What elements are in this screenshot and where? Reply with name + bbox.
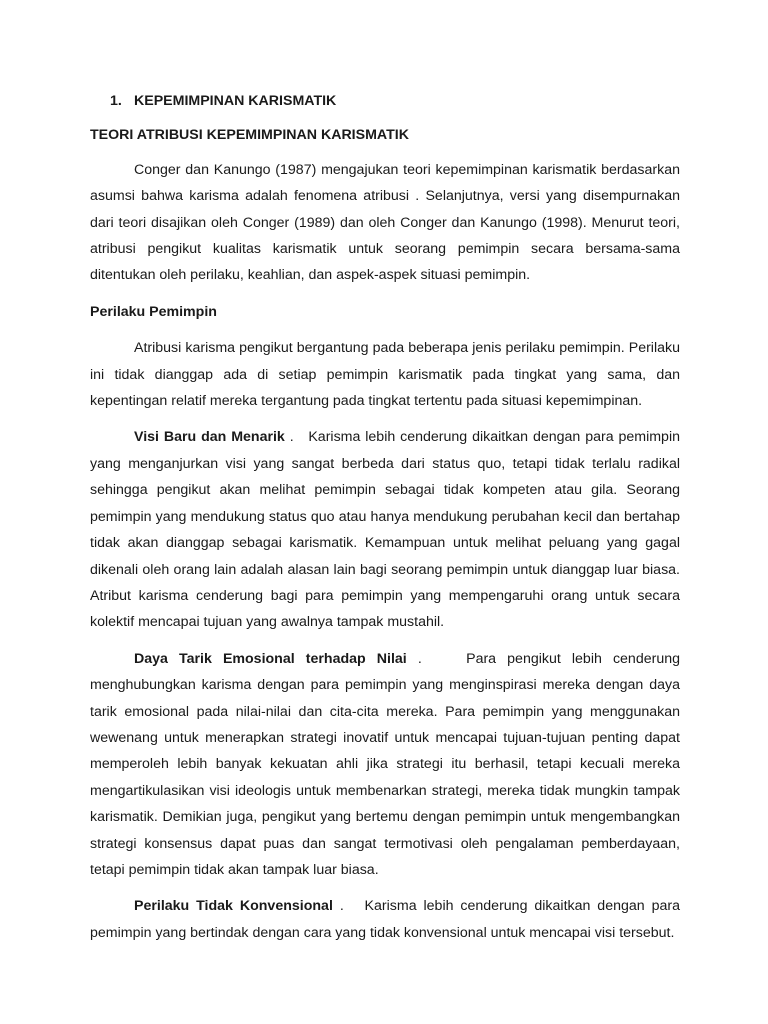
perilaku-paragraph: Atribusi karisma pengikut bergantung pada beberapa jenis perilaku pemimpin. Perilaku ini tidak dianggap ada di setiap pemimpin karismatik pada tingkat yang sama, dan kepentingan relatif mereka tergantung pada tingkat tertentu pada situasi kepemimpinan. <box>90 340 680 410</box>
section-heading <box>90 88 680 114</box>
section-title: KEPEMIMPINAN KARISMATIK <box>134 93 337 109</box>
heading-perilaku-pemimpin: Perilaku Pemimpin <box>90 303 217 320</box>
section-number: 1. <box>110 93 122 109</box>
subtitle: TEORI ATRIBUSI KEPEMIMPINAN KARISMATIK <box>90 127 409 144</box>
daya-tarik-label: Daya Tarik Emosional terhadap Nilai <box>134 650 407 667</box>
visi-separator: . <box>284 429 309 446</box>
document-page <box>90 88 680 956</box>
intro-paragraph: Conger dan Kanungo (1987) mengajukan teori kepemimpinan karismatik berdasarkan asumsi bahwa karisma adalah fenomena atribusi . Selanjutnya, versi yang disempurnakan dari teori disajikan oleh Conger (1989) dan oleh Conger dan Kanungo (1998). Menurut teori, atribusi pengikut kualitas karismatik untuk seorang pemimpin secara bersama-sama ditentukan oleh perilaku, keahlian, dan aspek-aspek situasi pemimpin. <box>90 161 680 284</box>
tidak-konvensional-text: Karisma lebih cenderung dikaitkan dengan para pemimpin yang bertindak dengan cara yang tidak konvensional untuk mencapai visi tersebut. <box>90 898 680 941</box>
visi-text: Karisma lebih cenderung dikaitkan dengan para pemimpin yang menganjurkan visi yang sangat berbeda dari status quo, tetapi tidak terlalu radikal sehingga pengikut akan melihat pemimpin sebagai tidak kompeten atau gila. Seorang pemimpin yang mendukung status quo atau hanya mendukung perubahan kecil dan bertahap tidak akan dianggap sebagai karismatik. Kemampuan untuk melihat peluang yang gagal dikenali oleh orang lain adalah alasan lain bagi seorang pemimpin untuk dianggap luar biasa. Atribut karisma cenderung bagi para pemimpin yang mempengaruhi orang untuk secara kolektif mencapai tujuan yang awalnya tampak mustahil. <box>90 429 680 631</box>
tidak-konvensional-label: Perilaku Tidak Konvensional <box>134 898 333 915</box>
daya-tarik-paragraph <box>90 646 680 884</box>
tidak-konvensional-paragraph <box>90 893 680 946</box>
visi-label: Visi Baru dan Menarik <box>134 429 285 446</box>
tidak-konvensional-separator: . <box>332 898 365 915</box>
daya-tarik-separator: . <box>406 650 467 667</box>
visi-paragraph <box>90 424 680 635</box>
daya-tarik-text: Para pengikut lebih cenderung menghubungkan karisma dengan para pemimpin yang menginspirasi mereka dengan daya tarik emosional pada nilai-nilai dan cita-cita mereka. Para pemimpin yang menggunakan wewenang untuk menerapkan strategi inovatif untuk mencapai tujuan-tujuan penting dapat memperoleh lebih banyak kekuatan ahli jika strategi itu berhasil, tetapi kecuali mereka mengartikulasikan visi ideologis untuk membenarkan strategi, mereka tidak mungkin tampak karismatik. Demikian juga, pengikut yang bertemu dengan pemimpin untuk mengembangkan strategi konsensus dapat puas dan sangat termotivasi oleh pengalaman pemberdayaan, tetapi pemimpin tidak akan tampak luar biasa. <box>90 650 680 878</box>
